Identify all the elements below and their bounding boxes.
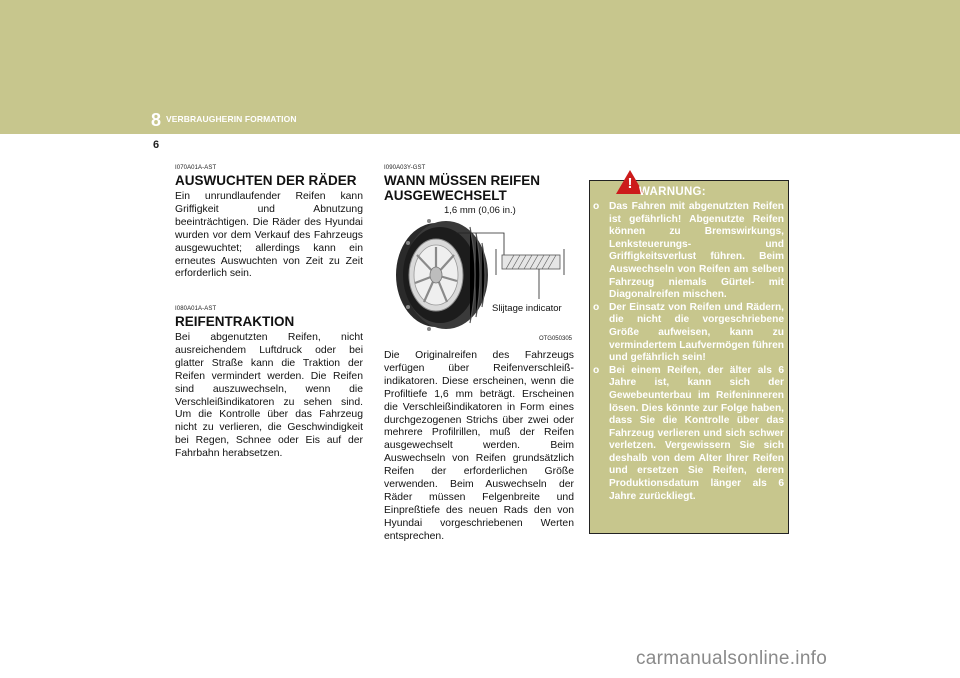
warning-icon-glyph: ! [627, 175, 633, 192]
section-text: Die Originalreifen des Fahrzeugs verfügen über Reifenverschleiß-indikatoren. Diese erscheinen, wenn die Profiltiefe 1,6 mm beträgt. Erscheinen die Verschleißindikatoren in Form eines durchgezogenen Strichs über zwei oder mehrere Profilrillen, muß der Reifen ausgewechselt werden. Beim Auswechseln von Reifen grundsätzlich Reifen der erforderlichen Größe verwenden. Beim Auswechseln der Räder müssen Felgenbreite und Einpreßtiefe des neuen Rads den von Hyundai vorgeschriebenen Werten entsprechen. [384, 350, 574, 542]
section-title: WANN MÜSSEN REIFEN AUSGEWECHSELT [384, 173, 541, 203]
chapter-number: 8 [151, 110, 162, 130]
warning-item [593, 201, 784, 302]
bullet: o [593, 201, 600, 212]
section-title: AUSWUCHTEN DER RÄDER [175, 173, 357, 188]
page-number: 6 [153, 139, 160, 151]
tread-depth-label: 1,6 mm (0,06 in.) [444, 205, 516, 216]
section-title: REIFENTRAKTION [175, 314, 295, 329]
figure-code: OTG050305 [538, 336, 572, 342]
tire-wear-figure [384, 203, 574, 343]
watermark: carmanualsonline.info [636, 648, 828, 669]
section-traction [175, 306, 363, 461]
tire-illustration [384, 203, 574, 343]
section-code: I080A01A-AST [175, 306, 217, 312]
warning-item [593, 302, 784, 365]
section-code: I070A01A-AST [175, 165, 217, 171]
bullet: o [593, 364, 600, 376]
page-header-band [0, 0, 960, 134]
section-balancing [175, 165, 363, 281]
warning-item-text: Bei einem Reifen, der älter als 6 Jahre ist, kann sich der Gewebeunterbau im Reifeninneren lösen. Dies könnte zur Folge haben, dass Sie die Kontrolle über das Fahrzeug verlieren und sich schwer verletzen. Vergewissern Sie sich deshalb von dem Alter Ihrer Reifen und ersetzen Sie Reifen, deren Produktionsdatum länger als 6 Jahre zurückliegt. [609, 364, 784, 502]
chapter-title: VERBRAUGHERIN FORMATION [166, 114, 297, 124]
section-text: Bei abgenutzten Reifen, nicht ausreichendem Luftdruck oder bei glatter Straße kann die Traktion der Reifen vermindert werden. Die Reifen sind auszuwechseln, wenn die Verschleißindikatoren zu sehen sind. Um die Kontrolle über das Fahrzeug nicht zu verlieren, die Geschwindigkeit bei Regen, Schnee oder Eis auf der Fahrbahn herabsetzen. [175, 332, 363, 460]
warning-title: WARNUNG: [639, 186, 706, 198]
wear-indicator-label: Slijtage indicator [492, 303, 562, 314]
section-text: Ein unrundlaufender Reifen kann Griffigkeit und Abnutzung beeinträchtigen. Die Räder des Hyundai wurden vor dem Verkauf des Fahrzeugs ausgewuchtet; allerdings kann ein erneutes Auswuchten von Zeit zu Zeit erforderlich sein. [175, 191, 363, 280]
warning-item [593, 365, 784, 504]
section-code: I090A03Y-GST [384, 165, 426, 171]
bullet: o [593, 301, 600, 313]
warning-list [593, 201, 784, 503]
warning-item-text: Das Fahren mit abgenutzten Reifen ist gefährlich! Abgenutzte Reifen können zu Bremswirkungs, Lenksteuerungs- und Griffigkeitsverlust führen. Beim Auswechseln von Reifen am selben Fahrzeug niemals Gürtel- mit Diagonalreifen mischen. [609, 201, 784, 301]
section-replacement-body [384, 350, 574, 544]
warning-item-text: Der Einsatz von Reifen und Rädern, die nicht die vorgeschriebene Größe aufweisen, kann zu vermindertem Laufvermögen führen und gefährlich sein! [609, 301, 784, 364]
